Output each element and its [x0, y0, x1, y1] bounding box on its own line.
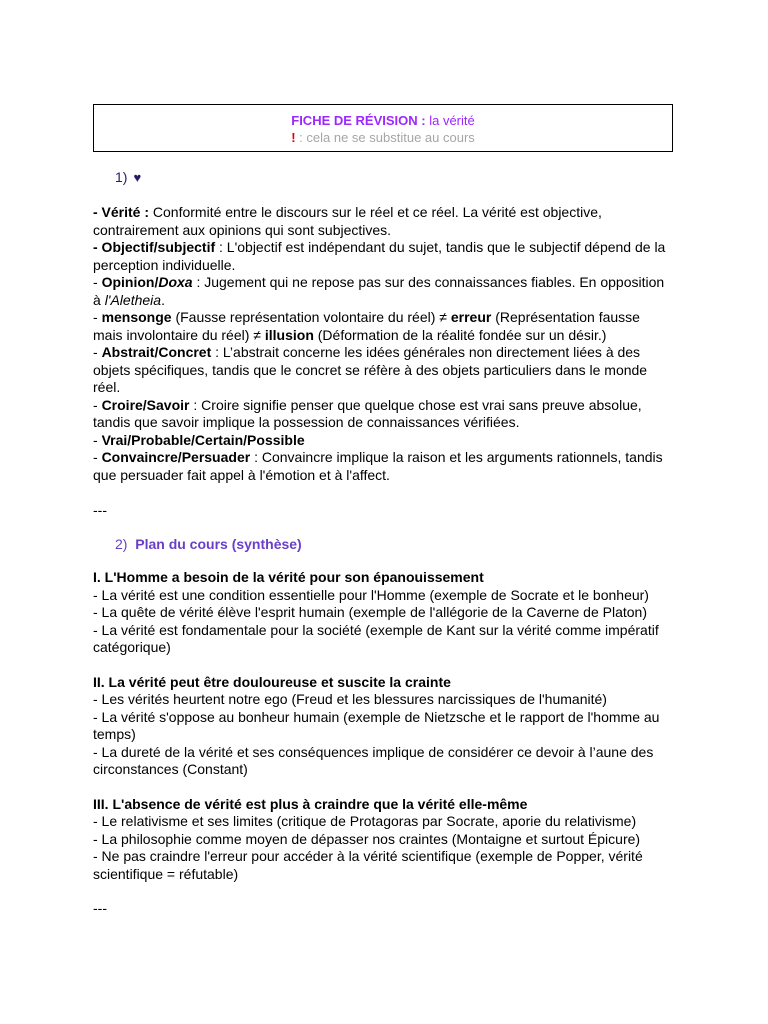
definition-dash: -	[93, 274, 102, 290]
definition-item	[93, 239, 673, 274]
definition-term-3: illusion	[264, 326, 314, 343]
definition-dash: -	[93, 431, 102, 448]
definition-text-3: (Déformation de la réalité fondée sur un désir.)	[313, 326, 607, 343]
definition-term: Abstrait/Concret	[101, 344, 212, 360]
definition-text: : L’abstrait concerne les idées générales non directement liées à des objets spécifiques, tandis que le concret se réfère à des objets particuliers dans le monde réel.	[93, 344, 648, 395]
definition-item	[93, 309, 673, 344]
section-1-number: 1)	[115, 169, 128, 185]
part-item: - La quête de vérité élève l'esprit humain (exemple de l'allégorie de la Caverne de Platon)	[93, 604, 647, 620]
definition-item	[93, 204, 673, 239]
part-item: - La dureté de la vérité et ses conséquences implique de considérer ce devoir à l’aune des circonstances (Constant)	[93, 743, 654, 777]
definition-text: : Jugement qui ne repose pas sur des connaissances fiables. En opposition à	[93, 274, 665, 308]
definition-text: (Fausse représentation volontaire du réel) ≠	[171, 309, 451, 325]
part-item: - La philosophie comme moyen de dépasser nos craintes (Montaigne et surtout Épicure)	[93, 830, 641, 847]
section-2-title: Plan du cours (synthèse)	[135, 536, 302, 552]
definition-term: Vrai/Probable/Certain/Possible	[101, 431, 305, 448]
definition-text: : L'objectif est indépendant du sujet, tandis que le subjectif dépend de la perception individuelle.	[93, 239, 666, 273]
part-title: III. L'absence de vérité est plus à craindre que la vérité elle-même	[93, 795, 528, 812]
plan-part-1	[93, 569, 673, 657]
definition-text: : Croire signifie penser que quelque chose est vrai sans preuve absolue, tandis que savoir implique la possession de connaissances vérifiées.	[93, 396, 642, 430]
plan-part-3	[93, 796, 673, 884]
definition-text-italic: l'Aletheia	[104, 291, 162, 308]
sheet-title	[94, 112, 672, 129]
definitions-list	[93, 204, 673, 484]
definition-item	[93, 432, 673, 450]
definition-item	[93, 397, 673, 432]
definition-term: - Objectif/subjectif	[93, 239, 216, 255]
part-item: - Les vérités heurtent notre ego (Freud et les blessures narcissiques de l'humanité)	[93, 691, 607, 707]
definition-dash: -	[93, 396, 102, 413]
sheet-subtitle	[94, 129, 672, 146]
sheet-title-topic: la vérité	[425, 113, 475, 128]
separator-end: ---	[93, 900, 107, 916]
definition-item	[93, 449, 673, 484]
definition-dash: -	[93, 344, 102, 360]
part-title: II. La vérité peut être douloureuse et suscite la crainte	[93, 673, 451, 690]
sheet-title-strong: FICHE DE RÉVISION :	[291, 113, 426, 128]
section-1-heading	[115, 169, 673, 185]
part-item: - La vérité s'oppose au bonheur humain (exemple de Nietzsche et le rapport de l'homme au temps)	[93, 708, 660, 742]
definition-term: mensonge	[101, 309, 172, 325]
subtitle-text: : cela ne se substitue au cours	[295, 130, 475, 145]
separator: ---	[93, 501, 107, 518]
definition-term: Croire/Savoir	[101, 396, 190, 413]
definition-item	[93, 344, 673, 397]
definition-dash: -	[93, 309, 102, 325]
header-box	[93, 104, 673, 152]
definition-term-italic: Doxa	[158, 274, 193, 290]
heart-icon: ♥	[133, 170, 142, 185]
definition-item	[93, 274, 673, 309]
definition-dash: -	[93, 449, 102, 465]
section-2-number: 2)	[115, 536, 128, 552]
definition-term: - Vérité :	[93, 204, 150, 220]
section-2-heading	[115, 536, 673, 552]
part-item: - La vérité est fondamentale pour la société (exemple de Kant sur la vérité comme impératif catégorique)	[93, 621, 659, 655]
definition-term-2: erreur	[450, 309, 492, 325]
definition-text: : Convaincre implique la raison et les arguments rationnels, tandis que persuader fait appel à l'émotion et à l'affect.	[93, 449, 663, 483]
definition-text-end: .	[161, 291, 165, 308]
part-title: I. L'Homme a besoin de la vérité pour son épanouissement	[93, 569, 484, 585]
warning-mark: !	[291, 130, 296, 145]
definition-term: Convaincre/Persuader	[101, 449, 251, 465]
part-item: - La vérité est une condition essentielle pour l'Homme (exemple de Socrate et le bonheur)	[93, 586, 649, 603]
part-item: - Le relativisme et ses limites (critique de Protagoras par Socrate, aporie du relativisme)	[93, 813, 637, 829]
part-item: - Ne pas craindre l'erreur pour accéder à la vérité scientifique (exemple de Popper, vérité scientifique = réfutable)	[93, 848, 643, 882]
definition-text-2: (Représentation fausse mais involontaire du réel) ≠	[93, 309, 640, 343]
revision-sheet	[93, 104, 673, 918]
definition-text: Conformité entre le discours sur le réel et ce réel. La vérité est objective, contrairement aux opinions qui sont subjectives.	[93, 204, 602, 238]
definition-term: Opinion/	[101, 274, 159, 290]
plan-part-2	[93, 674, 673, 779]
